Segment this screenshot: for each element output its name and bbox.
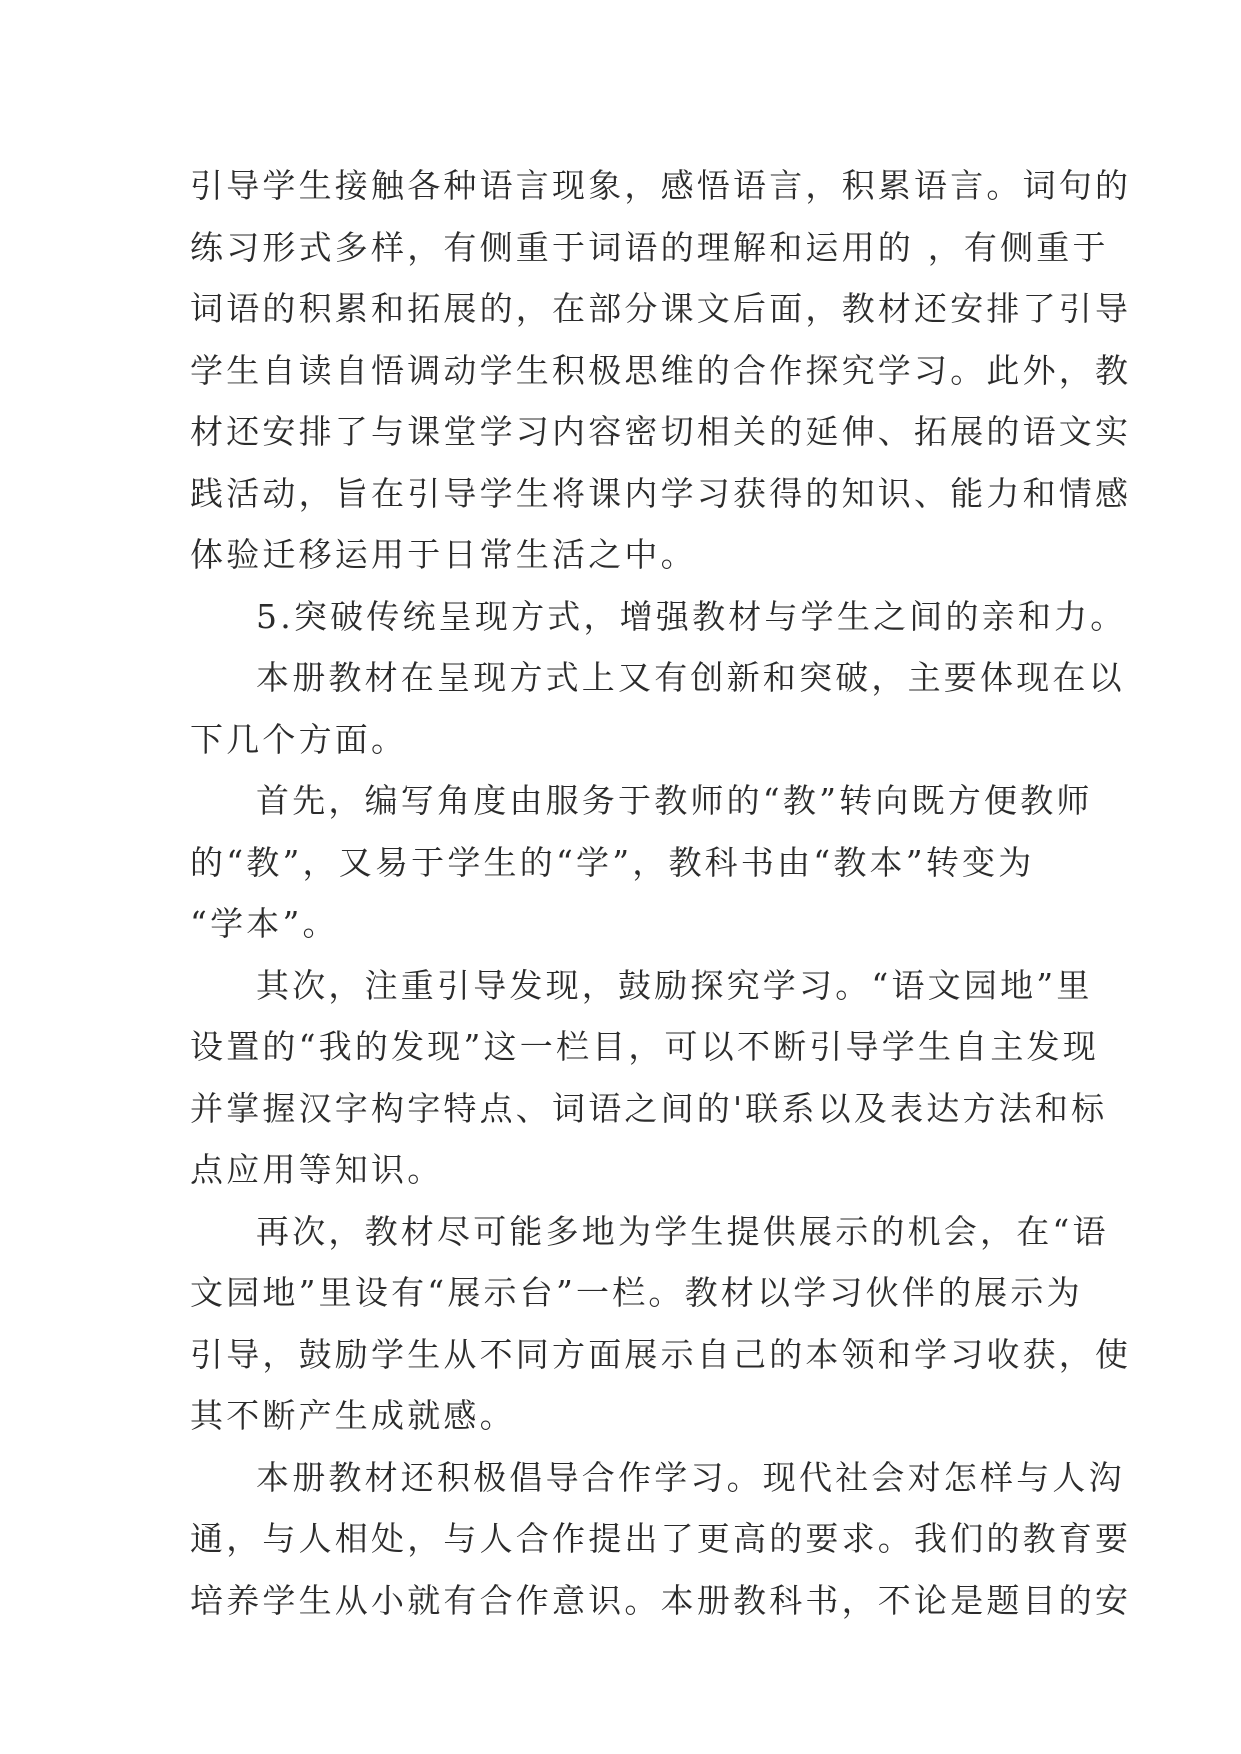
paragraph-first-line: 再次，教材尽可能多地为学生提供展示的机会，在“语 xyxy=(256,1211,1109,1251)
text-line: 材还安排了与课堂学习内容密切相关的延伸、拓展的语文实 xyxy=(190,412,1132,451)
paragraph-first-line: 其次，注重引导发现，鼓励探究学习。“语文园地”里 xyxy=(256,965,1093,1005)
text-line: 其不断产生成就感。 xyxy=(190,1396,516,1435)
text-line: 文园地”里设有“展示台”一栏。教材以学习伙伴的展示为 xyxy=(190,1273,1083,1312)
text-line: 培养学生从小就有合作意识。本册教科书，不论是题目的安 xyxy=(190,1580,1132,1620)
text-line: 练习形式多样，有侧重于词语的理解和运用的 ，有侧重于 xyxy=(190,227,1109,267)
text-line: 体验迁移运用于日常生活之中。 xyxy=(190,535,697,574)
text-line: 学生自读自悟调动学生积极思维的合作探究学习。此外，教 xyxy=(190,350,1132,390)
text-line: 下几个方面。 xyxy=(190,719,408,759)
text-line: 的“教”，又易于学生的“学”，教科书由“教本”转变为 xyxy=(190,842,1035,882)
text-line: 通，与人相处，与人合作提出了更高的要求。我们的教育要 xyxy=(190,1519,1132,1558)
text-line: 并掌握汉字构字特点、词语之间的'联系以及表达方法和标 xyxy=(190,1088,1108,1128)
paragraph-first-line: 本册教材还积极倡导合作学习。现代社会对怎样与人沟 xyxy=(256,1457,1125,1497)
paragraph-first-line: 首先，编写角度由服务于教师的“教”转向既方便教师 xyxy=(256,781,1093,820)
body-text xyxy=(190,155,1132,1631)
text-line: 引导，鼓励学生从不同方面展示自己的本领和学习收获，使 xyxy=(190,1334,1132,1374)
text-line: 引导学生接触各种语言现象，感悟语言，积累语言。词句的 xyxy=(190,166,1132,205)
text-line: 词语的积累和拓展的，在部分课文后面，教材还安排了引导 xyxy=(190,289,1132,328)
text-line: 点应用等知识。 xyxy=(190,1150,444,1189)
text-line: 践活动，旨在引导学生将课内学习获得的知识、能力和情感 xyxy=(190,473,1132,513)
text-line: “学本”。 xyxy=(190,904,339,943)
paragraph-first-line: 5.突破传统呈现方式，增强教材与学生之间的亲和力。 xyxy=(256,596,1127,636)
paragraph-first-line: 本册教材在呈现方式上又有创新和突破，主要体现在以 xyxy=(256,658,1125,697)
text-line: 设置的“我的发现”这一栏目，可以不断引导学生自主发现 xyxy=(190,1027,1099,1066)
